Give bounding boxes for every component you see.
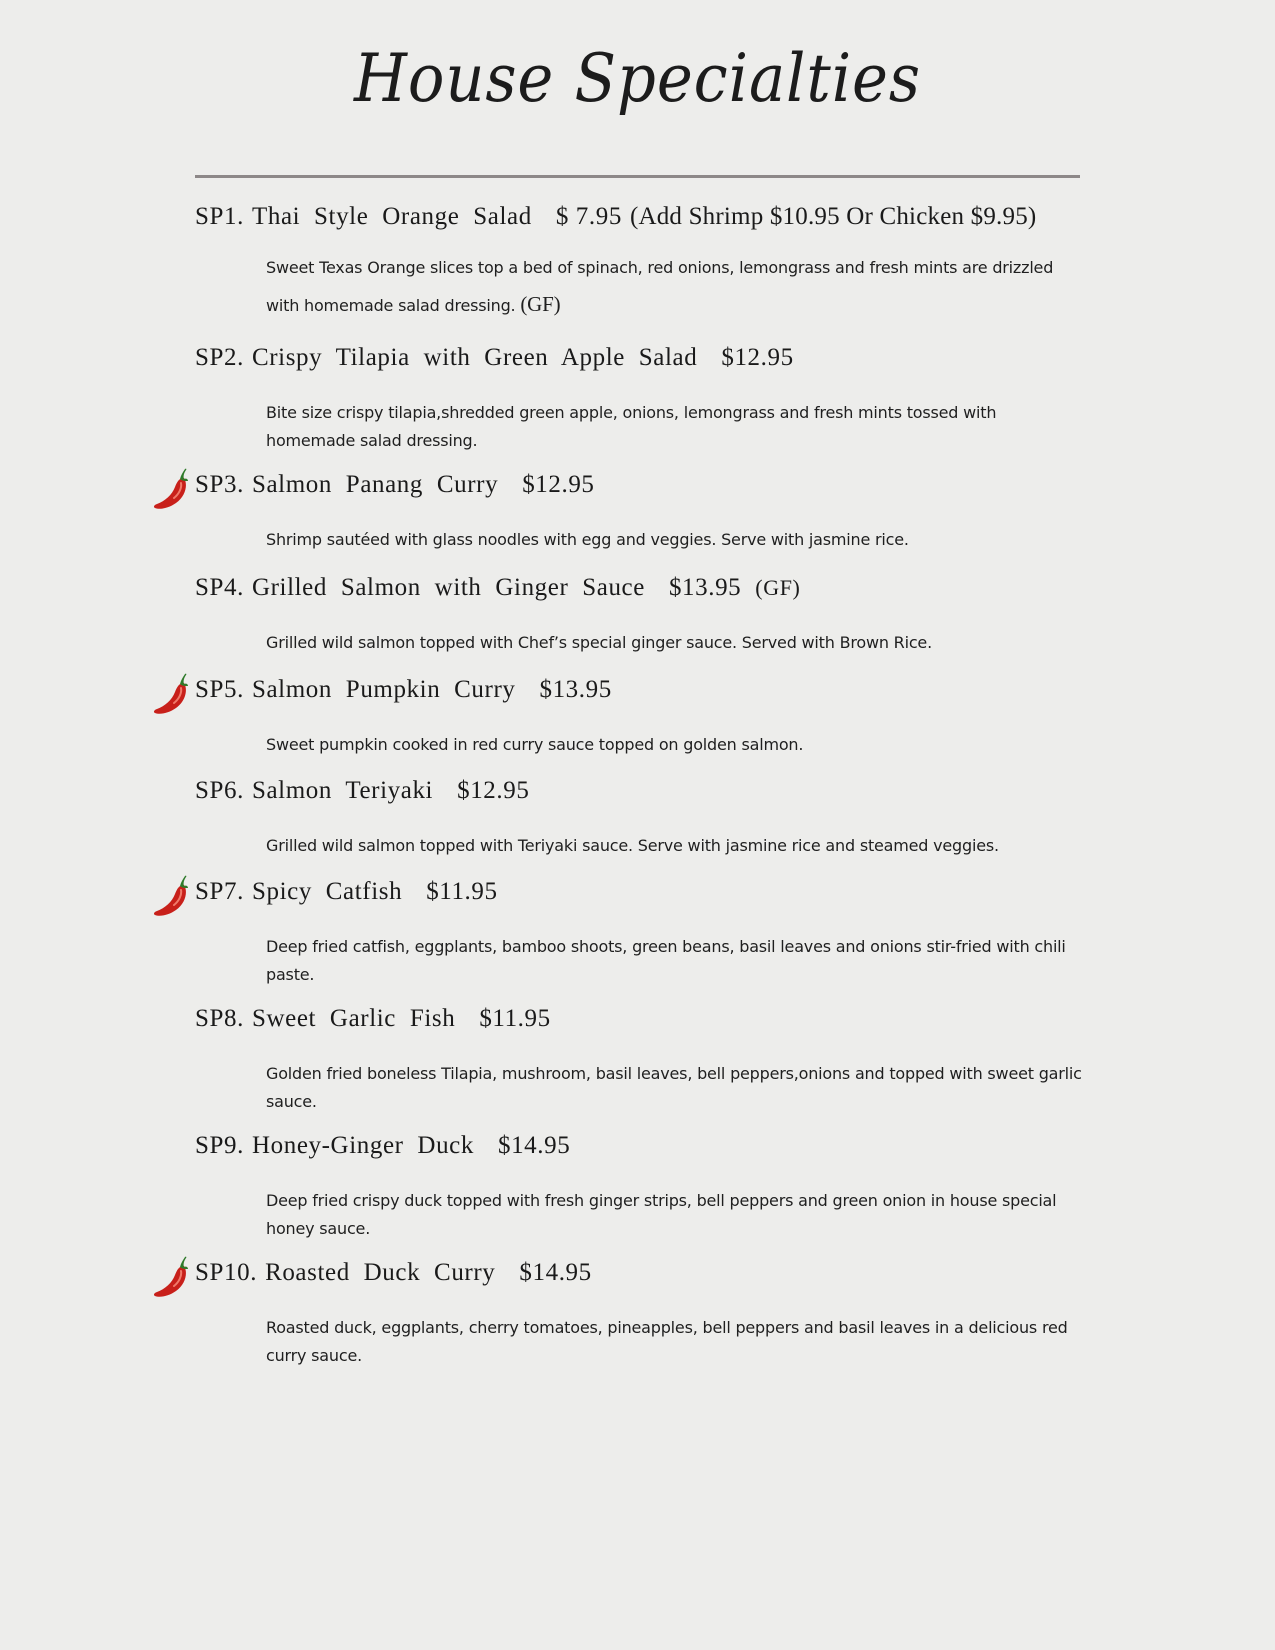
item-price: $13.95 bbox=[539, 676, 612, 703]
item-description bbox=[266, 731, 1086, 759]
item-code: SP1. bbox=[195, 203, 244, 230]
item-header bbox=[195, 776, 529, 806]
item-description-text: Bite size crispy tilapia,shredded green apple, onions, lemongrass and fresh mints tossed with homemade salad dressing. bbox=[266, 403, 997, 450]
item-code: SP9. bbox=[195, 1132, 244, 1159]
item-name: Roasted Duck Curry bbox=[265, 1259, 496, 1286]
item-code: SP7. bbox=[195, 878, 244, 905]
chili-pepper-icon bbox=[152, 873, 194, 919]
item-description bbox=[266, 250, 1086, 324]
item-description-text: Shrimp sautéed with glass noodles with egg and veggies. Serve with jasmine rice. bbox=[266, 530, 909, 549]
item-description bbox=[266, 832, 1086, 860]
item-description-text: Deep fried catfish, eggplants, bamboo shoots, green beans, basil leaves and onions stir-fried with chili paste. bbox=[266, 937, 1066, 984]
item-name: Honey-Ginger Duck bbox=[251, 1132, 474, 1159]
item-price: $12.95 bbox=[522, 471, 595, 498]
item-code: SP4. bbox=[195, 574, 244, 601]
item-name: Grilled Salmon with Ginger Sauce bbox=[251, 574, 645, 601]
item-header bbox=[195, 675, 612, 705]
item-name: Sweet Garlic Fish bbox=[251, 1005, 456, 1032]
item-name: Crispy Tilapia with Green Apple Salad bbox=[251, 344, 698, 371]
item-name: Salmon Panang Curry bbox=[251, 471, 499, 498]
item-description-text: Grilled wild salmon topped with Teriyaki sauce. Serve with jasmine rice and steamed veggies. bbox=[266, 836, 999, 855]
item-header bbox=[195, 202, 1036, 232]
item-code: SP3. bbox=[195, 471, 244, 498]
chili-pepper-icon bbox=[152, 466, 194, 512]
item-name: Thai Style Orange Salad bbox=[251, 203, 532, 230]
item-description-text: Grilled wild salmon topped with Chef’s special ginger sauce. Served with Brown Rice. bbox=[266, 633, 932, 652]
item-price: $11.95 bbox=[479, 1005, 551, 1032]
item-description bbox=[266, 526, 1086, 554]
item-header bbox=[195, 1004, 551, 1034]
item-description bbox=[266, 1060, 1086, 1116]
item-header bbox=[195, 343, 794, 373]
item-header bbox=[195, 470, 595, 500]
item-price: $14.95 bbox=[519, 1259, 592, 1286]
gluten-free-badge: (GF) bbox=[520, 292, 561, 316]
chili-pepper-icon bbox=[152, 671, 194, 717]
item-code: SP10. bbox=[195, 1259, 258, 1286]
item-header bbox=[195, 1258, 592, 1288]
item-name: Salmon Pumpkin Curry bbox=[251, 676, 516, 703]
item-price: $13.95 bbox=[668, 574, 742, 601]
item-description bbox=[266, 629, 1086, 657]
title-divider bbox=[195, 175, 1080, 178]
item-header bbox=[195, 573, 800, 603]
item-price: $12.95 bbox=[721, 344, 794, 371]
item-header bbox=[195, 877, 498, 907]
item-price: $11.95 bbox=[426, 878, 498, 905]
item-code: SP5. bbox=[195, 676, 244, 703]
item-code: SP2. bbox=[195, 344, 244, 371]
item-description bbox=[266, 1187, 1086, 1243]
gluten-free-badge: (GF) bbox=[755, 575, 801, 600]
item-code: SP8. bbox=[195, 1005, 244, 1032]
item-description-text: Deep fried crispy duck topped with fresh ginger strips, bell peppers and green onion in house special honey sauce. bbox=[266, 1191, 1057, 1238]
item-header bbox=[195, 1131, 570, 1161]
item-name: Spicy Catfish bbox=[251, 878, 403, 905]
chili-pepper-icon bbox=[152, 1254, 194, 1300]
item-description bbox=[266, 1314, 1086, 1370]
item-price-addon: (Add Shrimp $10.95 Or Chicken $9.95) bbox=[629, 203, 1037, 230]
item-price: $ 7.95 bbox=[555, 203, 622, 230]
item-code: SP6. bbox=[195, 777, 244, 804]
item-price: $12.95 bbox=[457, 777, 530, 804]
item-description bbox=[266, 399, 1086, 455]
item-description-text: Sweet Texas Orange slices top a bed of spinach, red onions, lemongrass and fresh mints are drizzled with homemade salad dressing. bbox=[266, 258, 1054, 315]
page-title: House Specialties bbox=[353, 40, 922, 117]
item-description-text: Golden fried boneless Tilapia, mushroom, basil leaves, bell peppers,onions and topped with sweet garlic sauce. bbox=[266, 1064, 1082, 1111]
item-description-text: Sweet pumpkin cooked in red curry sauce topped on golden salmon. bbox=[266, 735, 804, 754]
item-description bbox=[266, 933, 1086, 989]
item-name: Salmon Teriyaki bbox=[251, 777, 434, 804]
item-description-text: Roasted duck, eggplants, cherry tomatoes, pineapples, bell peppers and basil leaves in a delicious red curry sauce. bbox=[266, 1318, 1068, 1365]
item-price: $14.95 bbox=[497, 1132, 571, 1159]
